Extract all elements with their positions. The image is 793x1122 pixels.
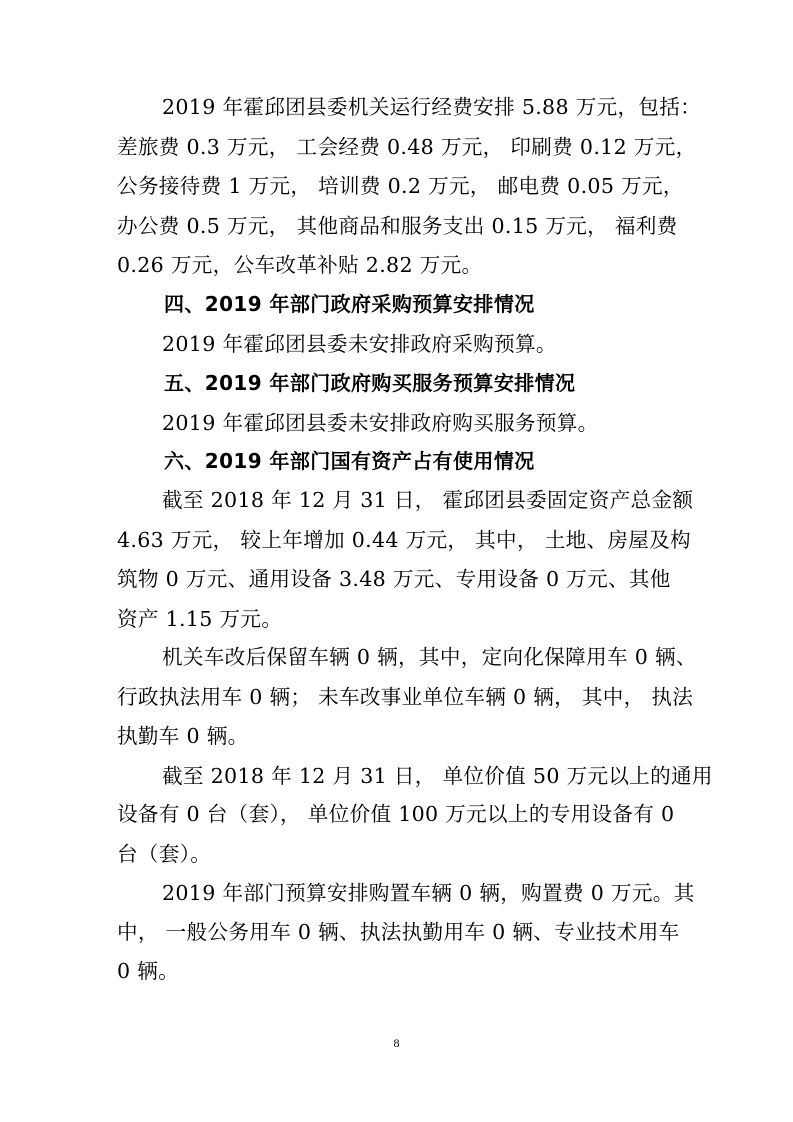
paragraph-line: 截至 2018 年 12 月 31 日， 霍邱团县委固定资产总金额	[162, 488, 694, 512]
paragraph-line: 2019 年霍邱团县委机关运行经费安排 5.88 万元，包括：	[162, 95, 702, 119]
paragraph-line: 筑物 0 万元、通用设备 3.48 万元、专用设备 0 万元、其他	[117, 567, 671, 591]
paragraph-line: 差旅费 0.3 万元， 工会经费 0.48 万元， 印刷费 0.12 万元，	[117, 135, 697, 159]
section-heading: 四、2019 年部门政府采购预算安排情况	[164, 292, 535, 316]
paragraph-line: 机关车改后保留车辆 0 辆，其中，定向化保障用车 0 辆、	[162, 645, 697, 669]
paragraph-line: 资产 1.15 万元。	[117, 607, 283, 631]
paragraph-line: 公务接待费 1 万元， 培训费 0.2 万元， 邮电费 0.05 万元，	[117, 174, 684, 198]
paragraph-line: 设备有 0 台（套）， 单位价值 100 万元以上的专用设备有 0	[117, 802, 675, 826]
paragraph-line: 台（套）。	[117, 842, 212, 866]
page-number: 8	[393, 1036, 400, 1050]
section-heading: 五、2019 年部门政府购买服务预算安排情况	[164, 371, 576, 395]
section-heading: 六、2019 年部门国有资产占有使用情况	[164, 449, 535, 473]
paragraph-line: 行政执法用车 0 辆； 未车改事业单位车辆 0 辆， 其中， 执法	[117, 685, 694, 709]
paragraph-line: 中， 一般公务用车 0 辆、执法执勤用车 0 辆、专业技术用车	[117, 920, 680, 944]
paragraph-line: 2019 年部门预算安排购置车辆 0 辆，购置费 0 万元。其	[162, 881, 695, 905]
paragraph-line: 0 辆。	[117, 959, 180, 983]
paragraph-line: 执勤车 0 辆。	[117, 724, 249, 748]
paragraph-line: 2019 年霍邱团县委未安排政府采购预算。	[162, 332, 557, 356]
paragraph-line: 4.63 万元， 较上年增加 0.44 万元， 其中， 土地、房屋及构	[117, 528, 691, 552]
paragraph-line: 2019 年霍邱团县委未安排政府购买服务预算。	[162, 411, 599, 435]
paragraph-line: 截至 2018 年 12 月 31 日， 单位价值 50 万元以上的通用	[162, 764, 713, 788]
paragraph-line: 0.26 万元，公车改革补贴 2.82 万元。	[117, 253, 483, 277]
paragraph-line: 办公费 0.5 万元， 其他商品和服务支出 0.15 万元， 福利费	[117, 214, 678, 238]
